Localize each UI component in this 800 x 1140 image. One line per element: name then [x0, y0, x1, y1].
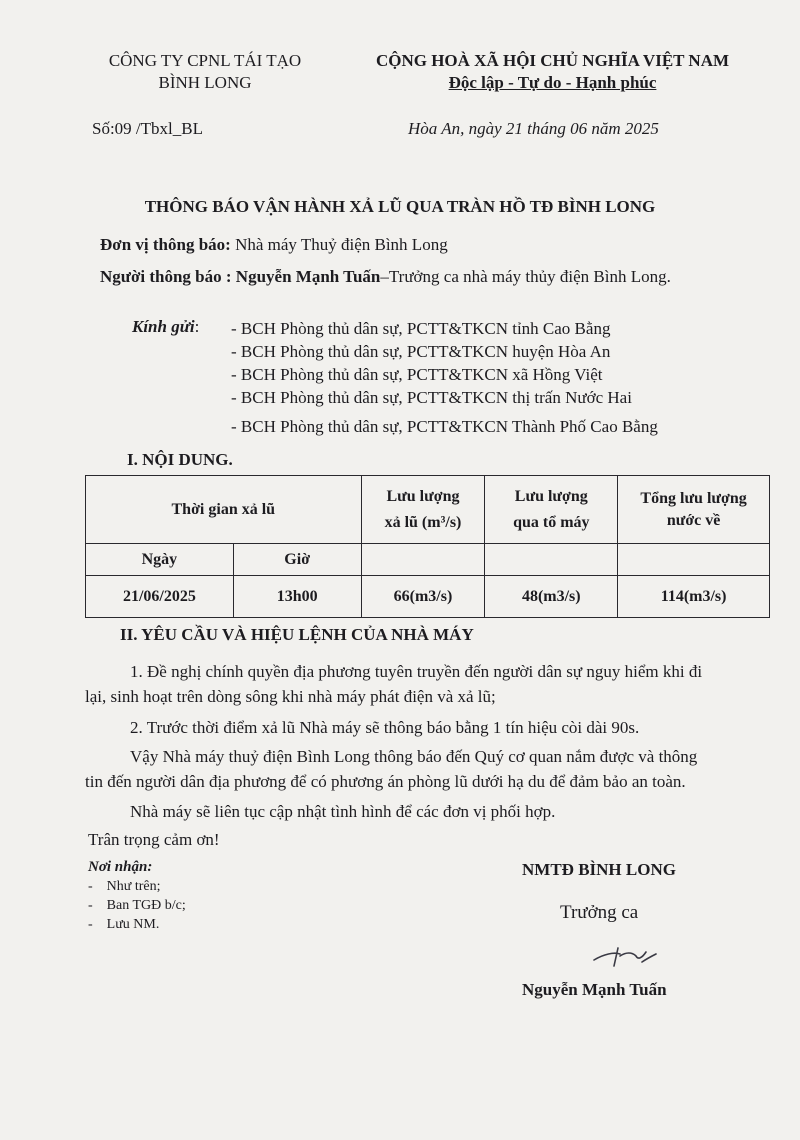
receiver-item: - Lưu NM. — [88, 917, 160, 932]
receiver-item: - Ban TGĐ b/c; — [88, 898, 186, 913]
handwritten-signature-icon — [590, 942, 660, 972]
recipients-label-line — [132, 317, 199, 337]
recipient-item: - BCH Phòng thủ dân sự, PCTT&TKCN Thành Phố Cao Bằng — [231, 417, 658, 436]
section-1-heading: I. NỘI DUNG. — [127, 450, 233, 469]
section-2-heading: II. YÊU CẦU VÀ HIỆU LỆNH CỦA NHÀ MÁY — [120, 625, 474, 644]
issuer-person-line — [100, 267, 671, 287]
paragraph-3-line2: tin đến người dân địa phương để có phương án phòng lũ dưới hạ du để đảm bảo an toàn. — [85, 772, 686, 791]
cell-turbine: 48(m3/s) — [485, 576, 618, 618]
header-day: Ngày — [86, 544, 234, 576]
company-name-line2: BÌNH LONG — [158, 73, 252, 92]
signature-org: NMTĐ BÌNH LONG — [522, 860, 676, 879]
paragraph-2: 2. Trước thời điểm xả lũ Nhà máy sẽ thông báo bằng 1 tín hiệu còi dài 90s. — [130, 718, 640, 737]
header-hour: Giờ — [233, 544, 361, 576]
header-spill-line2: xả lũ (m³/s) — [384, 513, 462, 531]
issuing-unit-label: Đơn vị thông báo: — [100, 235, 231, 254]
issuing-unit-value: Nhà máy Thuỷ điện Bình Long — [230, 235, 448, 254]
paragraph-4: Nhà máy sẽ liên tục cập nhật tình hình để các đơn vị phối hợp. — [130, 802, 556, 821]
signatory-name: Nguyễn Mạnh Tuấn — [522, 980, 667, 999]
document-title: THÔNG BÁO VẬN HÀNH XẢ LŨ QUA TRÀN HỒ TĐ BÌNH LONG — [144, 197, 656, 216]
national-motto: Độc lập - Tự do - Hạnh phúc — [448, 73, 657, 92]
recipient-item: - BCH Phòng thủ dân sự, PCTT&TKCN tỉnh Cao Bằng — [231, 319, 611, 338]
recipient-item: - BCH Phòng thủ dân sự, PCTT&TKCN thị trấn Nước Hai — [231, 388, 632, 407]
header-total-line1: Tổng lưu lượng — [640, 489, 747, 507]
header-time: Thời gian xả lũ — [86, 476, 362, 544]
header-turbine-line1: Lưu lượng — [514, 487, 588, 505]
cell-total: 114(m3/s) — [618, 576, 770, 618]
paragraph-3-line1: Vậy Nhà máy thuỷ điện Bình Long thông báo đến Quý cơ quan nắm được và thông — [130, 747, 698, 766]
header-turbine-line2: qua tổ máy — [513, 513, 590, 531]
empty-cell — [361, 544, 485, 576]
table-row — [86, 576, 770, 618]
header-turbine-flow — [485, 476, 618, 544]
paragraph-1-line2: lại, sinh hoạt trên dòng sông khi nhà máy phát điện và xả lũ; — [85, 687, 496, 706]
recipient-item: - BCH Phòng thủ dân sự, PCTT&TKCN xã Hồng Việt — [231, 365, 603, 384]
header-spill-flow — [361, 476, 485, 544]
empty-cell — [618, 544, 770, 576]
header-total-line2: nước về — [666, 511, 721, 529]
thanks-line: Trân trọng cảm ơn! — [88, 830, 220, 849]
signature-role: Trưởng ca — [560, 902, 639, 923]
cell-spill: 66(m3/s) — [361, 576, 485, 618]
discharge-table — [85, 475, 770, 618]
place-date: Hòa An, ngày 21 tháng 06 năm 2025 — [408, 119, 659, 138]
issuer-person-value: –Trưởng ca nhà máy thủy điện Bình Long. — [380, 267, 671, 286]
recipients-label: Kính gửi — [132, 317, 195, 336]
recipients-list — [231, 317, 658, 438]
nation-title: CỘNG HOÀ XÃ HỘI CHỦ NGHĨA VIỆT NAM — [375, 51, 730, 70]
cell-day: 21/06/2025 — [86, 576, 234, 618]
issuer-person-label: Người thông báo : Nguyễn Mạnh Tuấn — [100, 267, 381, 286]
paragraph-1-line1: 1. Đề nghị chính quyền địa phương tuyên truyền đến người dân sự nguy hiểm khi đi — [130, 662, 703, 681]
recipient-item: - BCH Phòng thủ dân sự, PCTT&TKCN huyện Hòa An — [231, 342, 611, 361]
issuing-unit-line — [100, 235, 448, 255]
table-subheader-row — [86, 544, 770, 576]
header-spill-line1: Lưu lượng — [386, 487, 460, 505]
national-header — [355, 50, 750, 94]
receiver-item: - Như trên; — [88, 879, 161, 894]
receivers-label: Nơi nhận: — [88, 859, 153, 875]
company-header — [100, 50, 310, 94]
table-header-row — [86, 476, 770, 544]
cell-hour: 13h00 — [233, 576, 361, 618]
recipients-colon: : — [194, 317, 200, 336]
company-name-line1: CÔNG TY CPNL TÁI TẠO — [108, 51, 302, 70]
document-number: Số:09 /Tbxl_BL — [92, 119, 203, 138]
header-total-flow — [618, 476, 770, 544]
receivers-block — [88, 857, 186, 934]
empty-cell — [485, 544, 618, 576]
